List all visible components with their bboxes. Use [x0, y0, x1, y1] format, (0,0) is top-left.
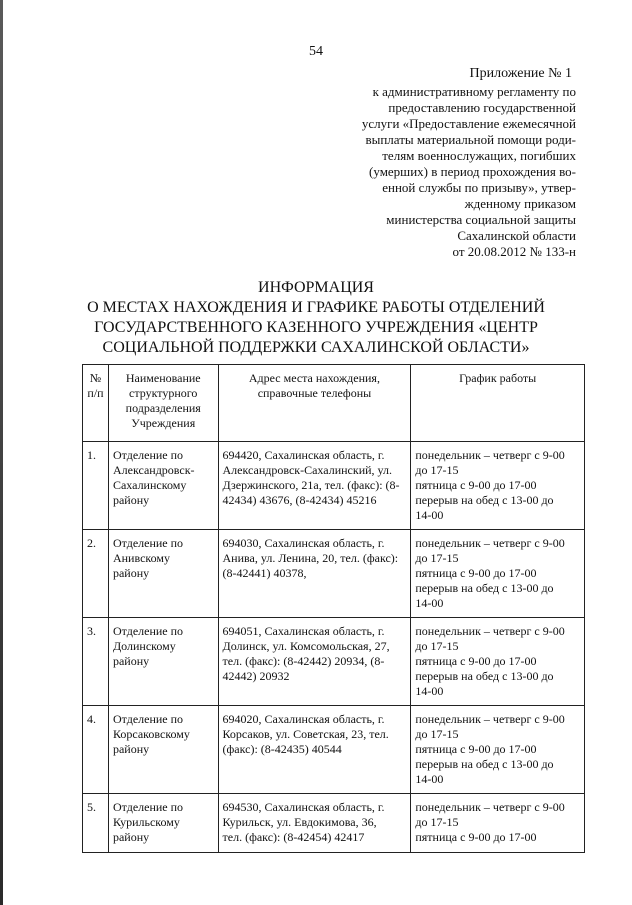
appendix-line: к административному регламенту по: [372, 84, 576, 99]
row-name: Отделение по Александровск- Сахалинскому району: [108, 442, 218, 530]
row-number: 3.: [83, 618, 109, 706]
row-schedule: понедельник – четверг с 9-00 до 17-15 пятница с 9-00 до 17-00 перерыв на обед с 13-00 до 14-00: [411, 706, 585, 794]
header-number: № п/п: [83, 365, 109, 442]
row-address: 694420, Сахалинская область, г. Александровск-Сахалинский, ул. Дзержинского, 21а, тел. (факс): (8- 42434) 43676, (8-42434) 45216: [218, 442, 411, 530]
departments-table: [82, 364, 585, 853]
document-title: [0, 278, 632, 358]
document-title-line: СОЦИАЛЬНОЙ ПОДДЕРЖКИ САХАЛИНСКОЙ ОБЛАСТИ»: [102, 339, 530, 356]
document-title-line: ГОСУДАРСТВЕННОГО КАЗЕННОГО УЧРЕЖДЕНИЯ «ЦЕНТР: [94, 319, 538, 336]
appendix-title: Приложение № 1: [469, 66, 572, 81]
row-schedule: понедельник – четверг с 9-00 до 17-15 пятница с 9-00 до 17-00 перерыв на обед с 13-00 до 14-00: [411, 530, 585, 618]
row-address: 694530, Сахалинская область, г. Курильск, ул. Евдокимова, 36, тел. (факс): (8-42454) 42417: [218, 794, 411, 853]
header-name: Наименование структурного подразделения Учреждения: [108, 365, 218, 442]
table-header-row: [83, 365, 585, 442]
document-title-line: О МЕСТАХ НАХОЖДЕНИЯ И ГРАФИКЕ РАБОТЫ ОТДЕЛЕНИЙ: [87, 299, 545, 316]
document-title-line: ИНФОРМАЦИЯ: [258, 279, 374, 296]
row-number: 1.: [83, 442, 109, 530]
page-number: 54: [309, 44, 323, 59]
appendix-body: [361, 84, 576, 260]
row-schedule: понедельник – четверг с 9-00 до 17-15 пятница с 9-00 до 17-00 перерыв на обед с 13-00 до 14-00: [411, 442, 585, 530]
row-schedule: понедельник – четверг с 9-00 до 17-15 пятница с 9-00 до 17-00 перерыв на обед с 13-00 до 14-00: [411, 618, 585, 706]
appendix-line: енной службы по призыву», утвер-: [382, 180, 576, 195]
scan-left-edge: [0, 0, 3, 905]
row-name: Отделение по Корсаковскому району: [108, 706, 218, 794]
row-address: 694030, Сахалинская область, г. Анива, ул. Ленина, 20, тел. (факс): (8-42441) 40378,: [218, 530, 411, 618]
header-address: Адрес места нахождения, справочные телефоны: [218, 365, 411, 442]
table-row: [83, 794, 585, 853]
row-address: 694020, Сахалинская область, г. Корсаков, ул. Советская, 23, тел. (факс): (8-42435) 40544: [218, 706, 411, 794]
row-name: Отделение по Курильскому району: [108, 794, 218, 853]
appendix-line: услуги «Предоставление ежемесячной: [361, 116, 576, 131]
row-name: Отделение по Анивскому району: [108, 530, 218, 618]
row-name: Отделение по Долинскому району: [108, 618, 218, 706]
appendix-line: (умерших) в период прохождения во-: [369, 164, 576, 179]
table-row: [83, 706, 585, 794]
row-number: 2.: [83, 530, 109, 618]
appendix-line: жденному приказом: [464, 196, 576, 211]
table-row: [83, 442, 585, 530]
header-schedule: График работы: [411, 365, 585, 442]
appendix-line: министерства социальной защиты: [386, 212, 576, 227]
row-schedule: понедельник – четверг с 9-00 до 17-15 пятница с 9-00 до 17-00: [411, 794, 585, 853]
row-address: 694051, Сахалинская область, г. Долинск, ул. Комсомольская, 27, тел. (факс): (8-42442) 20934, (8- 42442) 20932: [218, 618, 411, 706]
appendix-line: телям военнослужащих, погибших: [382, 148, 576, 163]
table-row: [83, 530, 585, 618]
appendix-line: Сахалинской области: [457, 228, 576, 243]
appendix-line: от 20.08.2012 № 133-н: [452, 244, 576, 259]
row-number: 4.: [83, 706, 109, 794]
row-number: 5.: [83, 794, 109, 853]
appendix-line: выплаты материальной помощи роди-: [365, 132, 576, 147]
table-row: [83, 618, 585, 706]
appendix-line: предоставлению государственной: [388, 100, 576, 115]
